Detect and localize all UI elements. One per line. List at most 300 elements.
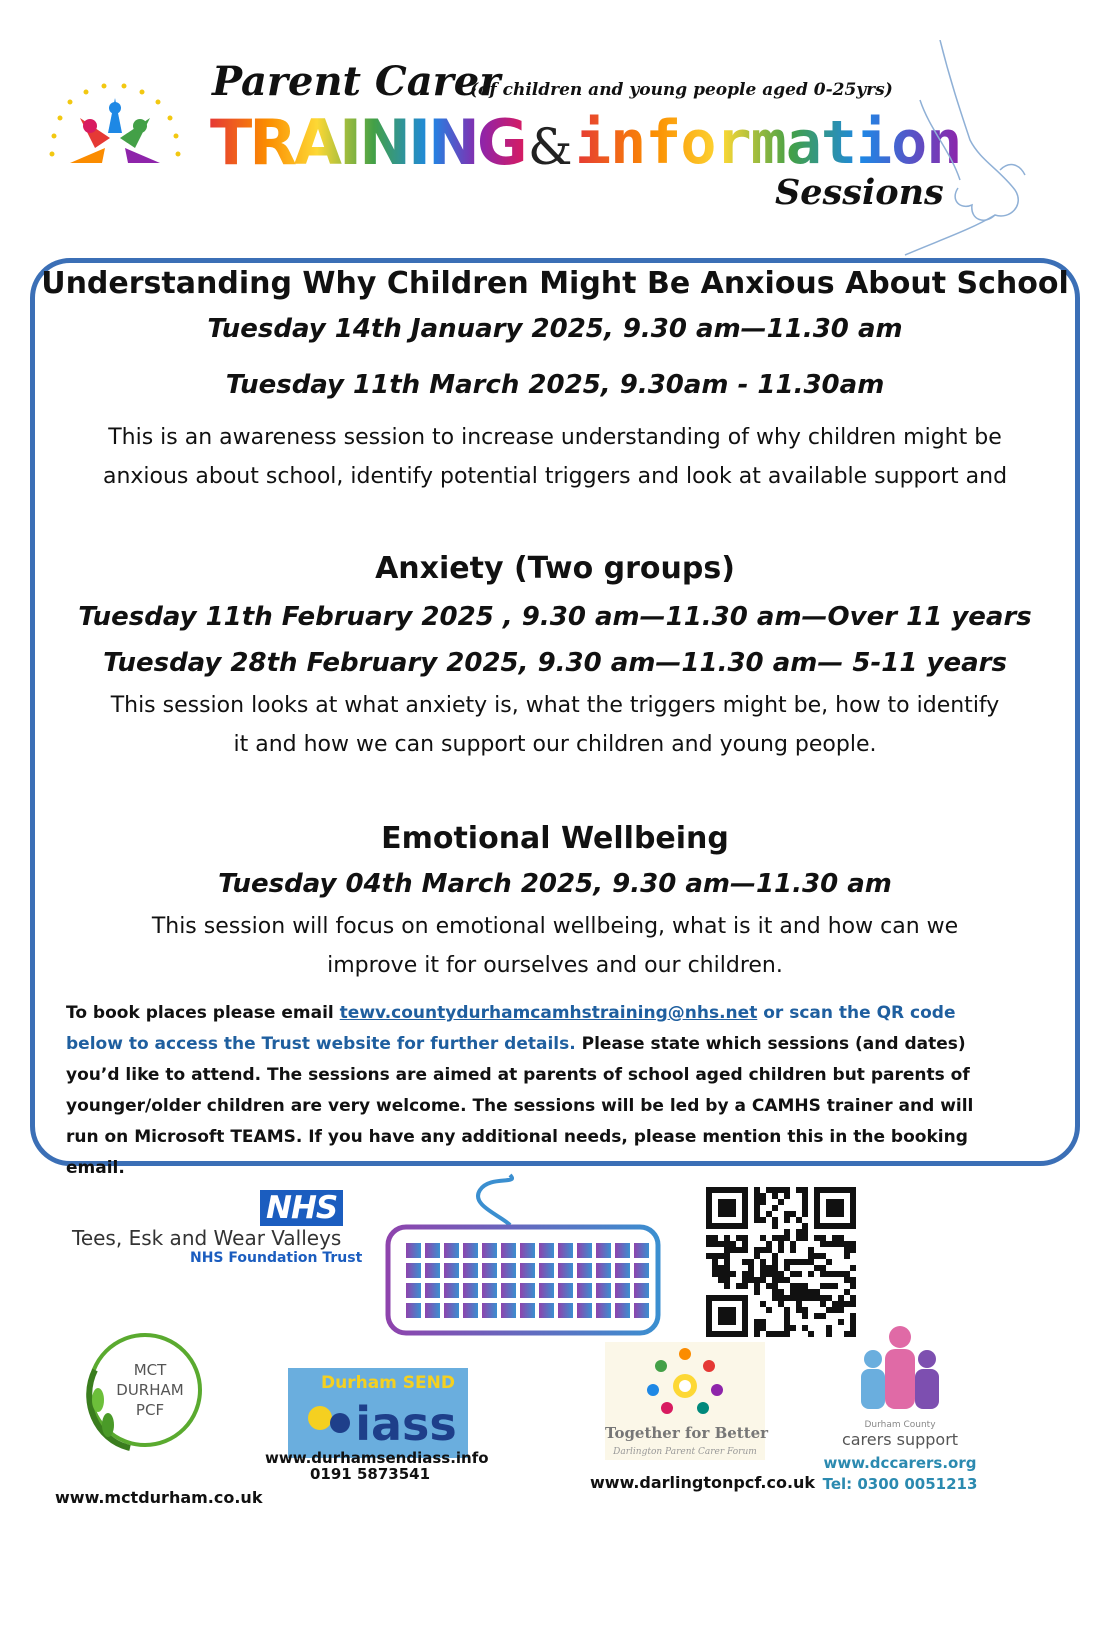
qr-cell	[754, 1325, 760, 1331]
qr-cell	[730, 1241, 736, 1247]
qr-cell	[808, 1295, 814, 1301]
keyboard-key	[596, 1283, 611, 1298]
qr-cell	[766, 1271, 772, 1277]
qr-cell	[808, 1271, 814, 1277]
qr-cell	[760, 1247, 766, 1253]
qr-cell	[730, 1247, 736, 1253]
qr-cell	[712, 1253, 718, 1259]
qr-cell	[838, 1241, 844, 1247]
keyboard-key	[615, 1303, 630, 1318]
qr-cell	[760, 1193, 766, 1199]
qr-cell	[790, 1259, 796, 1265]
qr-cell	[754, 1247, 760, 1253]
keyboard-key	[463, 1243, 478, 1258]
qr-cell	[808, 1331, 814, 1337]
qr-cell	[772, 1205, 778, 1211]
session1-date1: Tuesday 14th January 2025, 9.30 am—11.30 am	[207, 314, 903, 344]
star-burst-figures-icon	[40, 78, 190, 188]
keyboard-key	[463, 1263, 478, 1278]
qr-cell	[760, 1217, 766, 1223]
svg-text:Durham SEND: Durham SEND	[321, 1373, 455, 1393]
qr-cell	[718, 1277, 724, 1283]
mct-durham-logo	[70, 1330, 220, 1470]
keyboard-key	[482, 1243, 497, 1258]
qr-cell	[778, 1235, 784, 1241]
qr-cell	[796, 1229, 802, 1235]
qr-cell	[760, 1301, 766, 1307]
qr-cell	[778, 1295, 784, 1301]
qr-cell	[838, 1295, 844, 1301]
session2-desc-line1: This session looks at what anxiety is, what the triggers might be, how to identify	[110, 693, 1000, 718]
qr-cell	[790, 1283, 796, 1289]
keyboard-key	[615, 1263, 630, 1278]
qr-cell	[712, 1259, 718, 1265]
qr-cell	[802, 1235, 808, 1241]
qr-cell	[748, 1271, 754, 1277]
svg-text:PCF: PCF	[135, 1401, 165, 1419]
qr-cell	[796, 1259, 802, 1265]
qr-cell	[760, 1325, 766, 1331]
qr-cell	[796, 1295, 802, 1301]
qr-cell	[718, 1253, 724, 1259]
qr-cell	[730, 1271, 736, 1277]
qr-cell	[754, 1277, 760, 1283]
svg-text:MCT: MCT	[133, 1361, 167, 1379]
hand-sketch-icon	[900, 40, 1040, 260]
qr-cell	[826, 1307, 832, 1313]
qr-cell	[760, 1199, 766, 1205]
session1-desc-line2: anxious about school, identify potential triggers and look at available support and	[102, 464, 1008, 489]
iass-website[interactable]: www.durhamsendiass.info	[265, 1449, 489, 1467]
qr-cell	[784, 1295, 790, 1301]
qr-cell	[706, 1253, 712, 1259]
qr-cell	[760, 1271, 766, 1277]
qr-cell	[850, 1247, 856, 1253]
header-age-note: (of children and young people aged 0-25yrs)	[470, 80, 893, 100]
keyboard-key	[634, 1263, 649, 1278]
qr-cell	[706, 1235, 712, 1241]
qr-cell	[724, 1277, 730, 1283]
qr-cell	[760, 1265, 766, 1271]
keyboard-key	[634, 1283, 649, 1298]
qr-cell	[820, 1253, 826, 1259]
qr-cell	[754, 1205, 760, 1211]
qr-cell	[796, 1235, 802, 1241]
qr-cell	[820, 1283, 826, 1289]
qr-cell	[772, 1277, 778, 1283]
qr-cell	[784, 1229, 790, 1235]
session2-date1: Tuesday 11th February 2025 , 9.30 am—11.30 am—Over 11 years	[78, 602, 1032, 632]
session2-title: Anxiety (Two groups)	[375, 551, 735, 586]
qr-cell	[736, 1235, 742, 1241]
qr-cell	[784, 1193, 790, 1199]
qr-cell	[724, 1271, 730, 1277]
tfb-website[interactable]: www.darlingtonpcf.co.uk	[590, 1473, 816, 1492]
qr-cell	[772, 1283, 778, 1289]
qr-cell	[784, 1313, 790, 1319]
qr-cell	[748, 1259, 754, 1265]
session3-desc-line1: This session will focus on emotional wellbeing, what is it and how can we	[151, 914, 959, 939]
qr-cell	[808, 1289, 814, 1295]
keyboard-key	[596, 1303, 611, 1318]
qr-cell	[826, 1271, 832, 1277]
qr-cell	[778, 1247, 784, 1253]
qr-cell	[802, 1223, 808, 1229]
keyboard-key	[577, 1283, 592, 1298]
qr-cell	[718, 1307, 736, 1325]
qr-cell	[724, 1235, 730, 1241]
qr-cell	[796, 1307, 802, 1313]
keyboard-key	[539, 1283, 554, 1298]
keyboard-key	[406, 1283, 421, 1298]
qr-cell	[832, 1241, 838, 1247]
session3-desc-line2: improve it for ourselves and our children.	[327, 953, 783, 978]
qr-cell	[850, 1265, 856, 1271]
keyboard-icon	[380, 1165, 670, 1345]
keyboard-key	[520, 1303, 535, 1318]
qr-cell	[754, 1319, 760, 1325]
qr-cell	[784, 1325, 790, 1331]
session2-desc-line2: it and how we can support our children and young people.	[233, 732, 877, 757]
qr-cell	[742, 1247, 748, 1253]
qr-cell	[814, 1313, 820, 1319]
qr-cell	[808, 1259, 814, 1265]
qr-cell	[778, 1187, 784, 1193]
keyboard-key	[444, 1263, 459, 1278]
qr-cell	[766, 1241, 772, 1247]
qr-cell	[754, 1253, 760, 1259]
qr-cell	[820, 1235, 826, 1241]
keyboard-key	[482, 1303, 497, 1318]
qr-cell	[820, 1271, 826, 1277]
qr-cell	[844, 1253, 850, 1259]
qr-cell	[712, 1241, 718, 1247]
keyboard-key	[406, 1303, 421, 1318]
qr-cell	[826, 1241, 832, 1247]
qr-cell	[766, 1187, 772, 1193]
qr-cell	[826, 1259, 832, 1265]
qr-cell	[802, 1325, 808, 1331]
qr-cell	[826, 1199, 844, 1217]
qr-cell	[844, 1301, 850, 1307]
keyboard-key	[596, 1263, 611, 1278]
qr-cell	[724, 1265, 730, 1271]
qr-cell	[718, 1271, 724, 1277]
qr-cell	[724, 1241, 730, 1247]
qr-cell	[850, 1295, 856, 1301]
carers-website[interactable]: www.dccarers.org	[823, 1454, 977, 1472]
qr-cell	[736, 1247, 742, 1253]
session2-date2: Tuesday 28th February 2025, 9.30 am—11.30 am— 5-11 years	[103, 648, 1007, 678]
qr-cell	[778, 1241, 784, 1247]
qr-cell	[772, 1259, 778, 1265]
keyboard-key	[558, 1263, 573, 1278]
qr-cell	[802, 1295, 808, 1301]
keyboard-key	[501, 1283, 516, 1298]
qr-cell	[802, 1229, 808, 1235]
qr-code-icon[interactable]	[706, 1187, 856, 1337]
keyboard-key	[501, 1303, 516, 1318]
qr-cell	[838, 1235, 844, 1241]
qr-cell	[820, 1301, 826, 1307]
keyboard-key	[425, 1303, 440, 1318]
qr-cell	[814, 1253, 820, 1259]
booking-prefix: To book places please email	[66, 1003, 340, 1023]
qr-cell	[814, 1265, 820, 1271]
keyboard-key	[463, 1283, 478, 1298]
qr-cell	[772, 1235, 778, 1241]
qr-cell	[802, 1307, 808, 1313]
keyboard-key	[520, 1263, 535, 1278]
qr-cell	[754, 1187, 760, 1193]
qr-cell	[790, 1325, 796, 1331]
qr-cell	[784, 1265, 790, 1271]
nhs-logo: NHS	[260, 1190, 343, 1226]
keyboard-key	[406, 1263, 421, 1278]
session1-desc-line1: This is an awareness session to increase understanding of why children might be	[108, 425, 1002, 450]
qr-cell	[772, 1187, 778, 1193]
qr-cell	[844, 1271, 850, 1277]
session3-date1: Tuesday 04th March 2025, 9.30 am—11.30 am	[218, 869, 892, 899]
qr-cell	[802, 1199, 808, 1205]
qr-cell	[766, 1211, 772, 1217]
training-rainbow-text: TRAINING	[210, 106, 525, 179]
keyboard-key	[501, 1243, 516, 1258]
qr-cell	[832, 1283, 838, 1289]
qr-cell	[748, 1277, 754, 1283]
qr-cell	[772, 1295, 778, 1301]
qr-cell	[754, 1199, 760, 1205]
qr-cell	[838, 1301, 844, 1307]
qr-cell	[802, 1205, 808, 1211]
header-ampersand: &	[528, 118, 573, 176]
qr-cell	[802, 1193, 808, 1199]
qr-cell	[802, 1259, 808, 1265]
qr-cell	[814, 1235, 820, 1241]
qr-cell	[784, 1259, 790, 1265]
qr-cell	[766, 1265, 772, 1271]
qr-cell	[754, 1217, 760, 1223]
qr-cell	[790, 1271, 796, 1277]
qr-cell	[784, 1235, 790, 1241]
qr-cell	[790, 1241, 796, 1247]
qr-cell	[826, 1295, 832, 1301]
keyboard-key	[444, 1243, 459, 1258]
qr-cell	[760, 1235, 766, 1241]
qr-cell	[832, 1235, 838, 1241]
qr-cell	[844, 1241, 850, 1247]
qr-cell	[850, 1241, 856, 1247]
qr-cell	[826, 1325, 832, 1331]
qr-cell	[796, 1217, 802, 1223]
qr-cell	[802, 1313, 808, 1319]
qr-cell	[772, 1217, 778, 1223]
qr-cell	[778, 1301, 784, 1307]
keyboard-key	[615, 1283, 630, 1298]
qr-cell	[724, 1247, 730, 1253]
qr-cell	[784, 1187, 790, 1193]
qr-cell	[760, 1319, 766, 1325]
qr-cell	[826, 1331, 832, 1337]
keyboard-key	[558, 1283, 573, 1298]
session1-date2: Tuesday 11th March 2025, 9.30am - 11.30am	[225, 370, 885, 400]
qr-cell	[814, 1295, 820, 1301]
qr-cell	[760, 1259, 766, 1265]
session3-title: Emotional Wellbeing	[381, 821, 729, 856]
qr-cell	[844, 1289, 850, 1295]
qr-cell	[796, 1289, 802, 1295]
keyboard-key	[482, 1283, 497, 1298]
qr-cell	[778, 1199, 784, 1205]
header-sessions: Sessions	[775, 172, 944, 213]
keyboard-key	[444, 1303, 459, 1318]
qr-cell	[766, 1331, 772, 1337]
qr-cell	[724, 1253, 730, 1259]
qr-cell	[850, 1283, 856, 1289]
keyboard-key	[558, 1243, 573, 1258]
keyboard-key	[444, 1283, 459, 1298]
qr-cell	[796, 1271, 802, 1277]
qr-cell	[832, 1271, 838, 1277]
qr-cell	[718, 1265, 724, 1271]
qr-cell	[838, 1271, 844, 1277]
carers-name: carers support	[841, 1430, 959, 1449]
keyboard-key	[482, 1263, 497, 1278]
keyboard-key	[520, 1243, 535, 1258]
qr-cell	[820, 1241, 826, 1247]
booking-info	[66, 998, 996, 1184]
keyboard-key	[425, 1263, 440, 1278]
keyboard-key	[425, 1283, 440, 1298]
qr-cell	[838, 1319, 844, 1325]
qr-cell	[736, 1283, 742, 1289]
qr-cell	[820, 1295, 826, 1301]
keyboard-key	[501, 1263, 516, 1278]
qr-cell	[742, 1259, 748, 1265]
header-training	[210, 108, 525, 178]
iass-contact	[265, 1449, 489, 1483]
qr-cell	[706, 1241, 712, 1247]
qr-cell	[784, 1277, 790, 1283]
qr-cell	[796, 1187, 802, 1193]
information-rainbow-text: information	[575, 108, 962, 178]
booking-qr-text: or scan the QR code below to access the Trust website for further details.	[66, 1003, 956, 1054]
qr-cell	[796, 1283, 802, 1289]
together-for-better-logo	[605, 1342, 769, 1460]
qr-cell	[766, 1283, 772, 1289]
qr-cell	[832, 1301, 838, 1307]
qr-cell	[748, 1265, 754, 1271]
qr-cell	[742, 1277, 748, 1283]
qr-cell	[784, 1319, 790, 1325]
durham-send-iass-logo	[288, 1368, 468, 1458]
qr-cell	[784, 1331, 790, 1337]
qr-cell	[724, 1283, 730, 1289]
qr-cell	[754, 1211, 760, 1217]
qr-cell	[790, 1295, 796, 1301]
qr-cell	[820, 1265, 826, 1271]
keyboard-key	[634, 1303, 649, 1318]
keyboard-key	[558, 1303, 573, 1318]
carers-support-logo	[855, 1325, 945, 1420]
qr-cell	[802, 1187, 808, 1193]
tewv-name: Tees, Esk and Wear Valleys	[72, 1226, 342, 1250]
qr-cell	[784, 1211, 790, 1217]
keyboard-key	[539, 1243, 554, 1258]
header-parent-carer: Parent Carer	[212, 58, 501, 105]
svg-text:iass: iass	[355, 1397, 457, 1451]
keyboard-key	[425, 1243, 440, 1258]
qr-cell	[784, 1307, 790, 1313]
qr-cell	[754, 1193, 760, 1199]
keyboard-key	[634, 1243, 649, 1258]
qr-cell	[850, 1313, 856, 1319]
qr-cell	[772, 1289, 778, 1295]
qr-cell	[844, 1247, 850, 1253]
qr-cell	[766, 1247, 772, 1253]
mct-website[interactable]: www.mctdurham.co.uk	[55, 1488, 263, 1507]
qr-cell	[778, 1289, 784, 1295]
qr-cell	[712, 1265, 718, 1271]
qr-cell	[754, 1331, 760, 1337]
qr-cell	[784, 1217, 790, 1223]
qr-cell	[802, 1211, 808, 1217]
keyboard-key	[615, 1243, 630, 1258]
qr-cell	[772, 1265, 778, 1271]
session1-title: Understanding Why Children Might Be Anxious About School	[41, 266, 1069, 301]
keyboard-key	[539, 1263, 554, 1278]
keyboard-key	[577, 1303, 592, 1318]
iass-phone: 0191 5873541	[309, 1465, 431, 1483]
qr-cell	[808, 1247, 814, 1253]
qr-cell	[754, 1289, 760, 1295]
booking-email-link[interactable]: tewv.countydurhamcamhstraining@nhs.net	[339, 1003, 758, 1023]
keyboard-key	[596, 1243, 611, 1258]
qr-cell	[778, 1271, 784, 1277]
tewv-trust: NHS Foundation Trust	[190, 1250, 363, 1266]
keyboard-key	[577, 1263, 592, 1278]
qr-cell	[820, 1313, 826, 1319]
qr-cell	[826, 1283, 832, 1289]
qr-cell	[778, 1277, 784, 1283]
qr-cell	[724, 1259, 730, 1265]
qr-cell	[712, 1271, 718, 1277]
booking-rest: Please state which sessions (and dates) you’d like to attend. The sessions are aimed at parents of school aged children but parents of younger/older children are very welcome. The sessions will be led by a CAMHS trainer and will run on Microsoft TEAMS. If you have any additional needs, please mention this in the booking email.	[66, 1034, 974, 1178]
qr-cell	[772, 1193, 778, 1199]
qr-cell	[802, 1289, 808, 1295]
qr-cell	[850, 1301, 856, 1307]
qr-cell	[802, 1283, 808, 1289]
qr-cell	[796, 1301, 802, 1307]
svg-text:DURHAM: DURHAM	[116, 1381, 184, 1399]
keyboard-key	[539, 1303, 554, 1318]
keyboard-key	[406, 1243, 421, 1258]
qr-cell	[754, 1283, 760, 1289]
qr-cell	[772, 1271, 778, 1277]
qr-cell	[790, 1211, 796, 1217]
keyboard-key	[577, 1243, 592, 1258]
qr-cell	[838, 1307, 844, 1313]
qr-cell	[832, 1307, 838, 1313]
carers-phone: Tel: 0300 0051213	[822, 1475, 978, 1493]
qr-cell	[814, 1289, 820, 1295]
qr-cell	[808, 1253, 814, 1259]
qr-cell	[844, 1277, 850, 1283]
tfb-subtitle: Darlington Parent Carer Forum	[613, 1447, 757, 1457]
keyboard-key	[520, 1283, 535, 1298]
qr-cell	[718, 1241, 724, 1247]
qr-cell	[844, 1331, 850, 1337]
